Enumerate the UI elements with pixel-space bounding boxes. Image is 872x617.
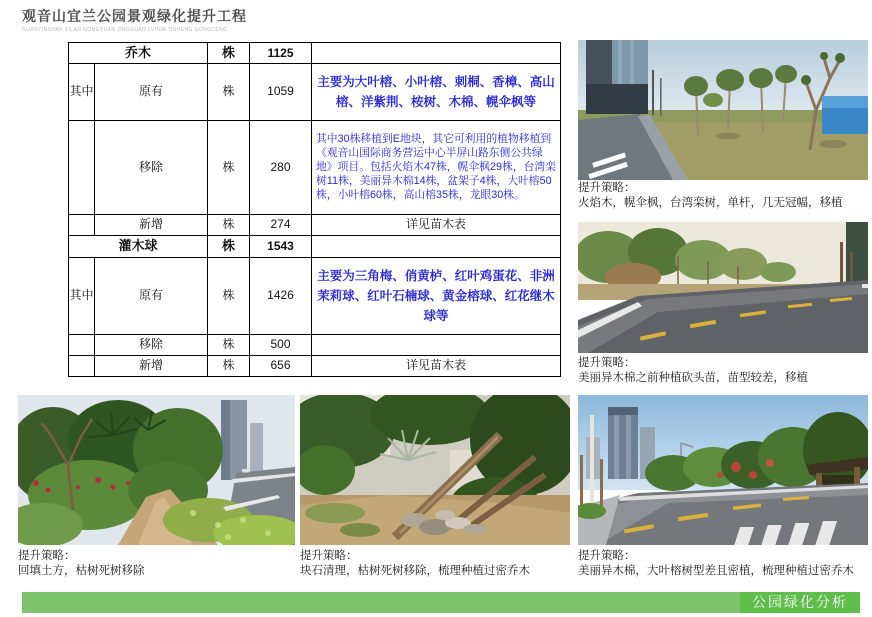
header [22,6,247,33]
table-row-guanmuqiu-added [69,355,561,376]
footer-bar [22,592,860,613]
unit-cell: 株 [208,235,250,257]
desc-cell: 其中30株移植到E地块，其它可利用的植物移植到《观音山国际商务营运中心半屏山路东侧公共绿地》项目。包括火焰木47株，幌伞枫29株，台湾栾树11株，美丽异木棉14株，盆架子4株，大叶榕50株，小叶榕60株，高山榕35株，龙眼30株。 [312,120,561,214]
table-row-guanmuqiu-removed [69,334,561,355]
desc-cell [312,235,561,257]
group-cell [69,120,95,214]
table-row-guanmuqiu [69,235,561,257]
unit-cell: 株 [208,63,250,120]
caption-title: 提升策略： [578,182,636,194]
row-label: 灌木球 [69,235,208,257]
caption-4 [300,549,530,579]
unit-cell: 株 [208,257,250,334]
table-row-guanmuqiu-existing [69,257,561,334]
row-label: 新增 [95,355,208,376]
caption-text: 美丽异木棉之前种植砍头苗，苗型较差，移植 [578,372,808,384]
greening-stats-table [68,42,561,377]
unit-cell: 株 [208,355,250,376]
photo-road-pavilion [578,395,868,545]
table-row-qiaomu-removed [69,120,561,214]
caption-title: 提升策略： [578,550,636,562]
count-cell: 274 [250,214,312,235]
row-label: 移除 [95,334,208,355]
group-cell: 其中 [69,63,95,120]
count-cell: 1543 [250,235,312,257]
count-cell: 1426 [250,257,312,334]
group-cell: 其中 [69,257,95,334]
caption-title: 提升策略： [18,550,76,562]
row-label: 新增 [95,214,208,235]
page-title: 观音山宜兰公园景观绿化提升工程 [22,8,247,24]
desc-cell [312,334,561,355]
table-row-qiaomu [69,43,561,64]
count-cell: 280 [250,120,312,214]
row-label: 移除 [95,120,208,214]
caption-3 [18,549,145,579]
row-label: 原有 [95,257,208,334]
page-subtitle: GUANYINSHAN YILAN GONGYUAN JINGGUAN LVHUA TISHENG GONGCENG [22,27,228,33]
desc-cell: 主要为三角梅、俏黄栌、红叶鸡蛋花、非洲茉莉球、红叶石楠球、黄金榕球、红花继木球等 [312,257,561,334]
desc-cell: 主要为大叶榕、小叶榕、刺桐、香樟、高山榕、洋紫荆、桉树、木棉、幌伞枫等 [312,63,561,120]
group-cell [69,214,95,235]
photo-street-young-trees [578,40,868,180]
caption-text: 美丽异木棉，大叶榕树型差且密植，梳理种植过密乔木 [578,565,854,577]
unit-cell: 株 [208,214,250,235]
caption-1 [578,181,843,211]
count-cell: 1125 [250,43,312,64]
caption-title: 提升策略： [300,550,358,562]
desc-cell [312,43,561,64]
row-label: 乔木 [69,43,208,64]
count-cell: 1059 [250,63,312,120]
unit-cell: 株 [208,334,250,355]
group-cell [69,355,95,376]
footer-section-label: 公园绿化分析 [740,592,860,613]
desc-cell: 详见苗木表 [312,214,561,235]
row-label: 原有 [95,63,208,120]
caption-2 [578,356,808,386]
caption-title: 提升策略： [578,357,636,369]
count-cell: 500 [250,334,312,355]
group-cell [69,334,95,355]
caption-text: 回填土方，枯树死树移除 [18,565,145,577]
unit-cell: 株 [208,43,250,64]
desc-cell: 详见苗木表 [312,355,561,376]
caption-5 [578,549,854,579]
caption-text: 块石清理，枯树死树移除，梳理种植过密乔木 [300,565,530,577]
table-row-qiaomu-added [69,214,561,235]
photo-road-trees [578,222,868,353]
caption-text: 火焰木，幌伞枫，台湾栾树，单杆，几无冠幅，移植 [578,197,843,209]
count-cell: 656 [250,355,312,376]
photo-dense-greenery [18,395,295,545]
unit-cell: 株 [208,120,250,214]
table-row-qiaomu-existing [69,63,561,120]
photo-fallen-tree [300,395,570,545]
